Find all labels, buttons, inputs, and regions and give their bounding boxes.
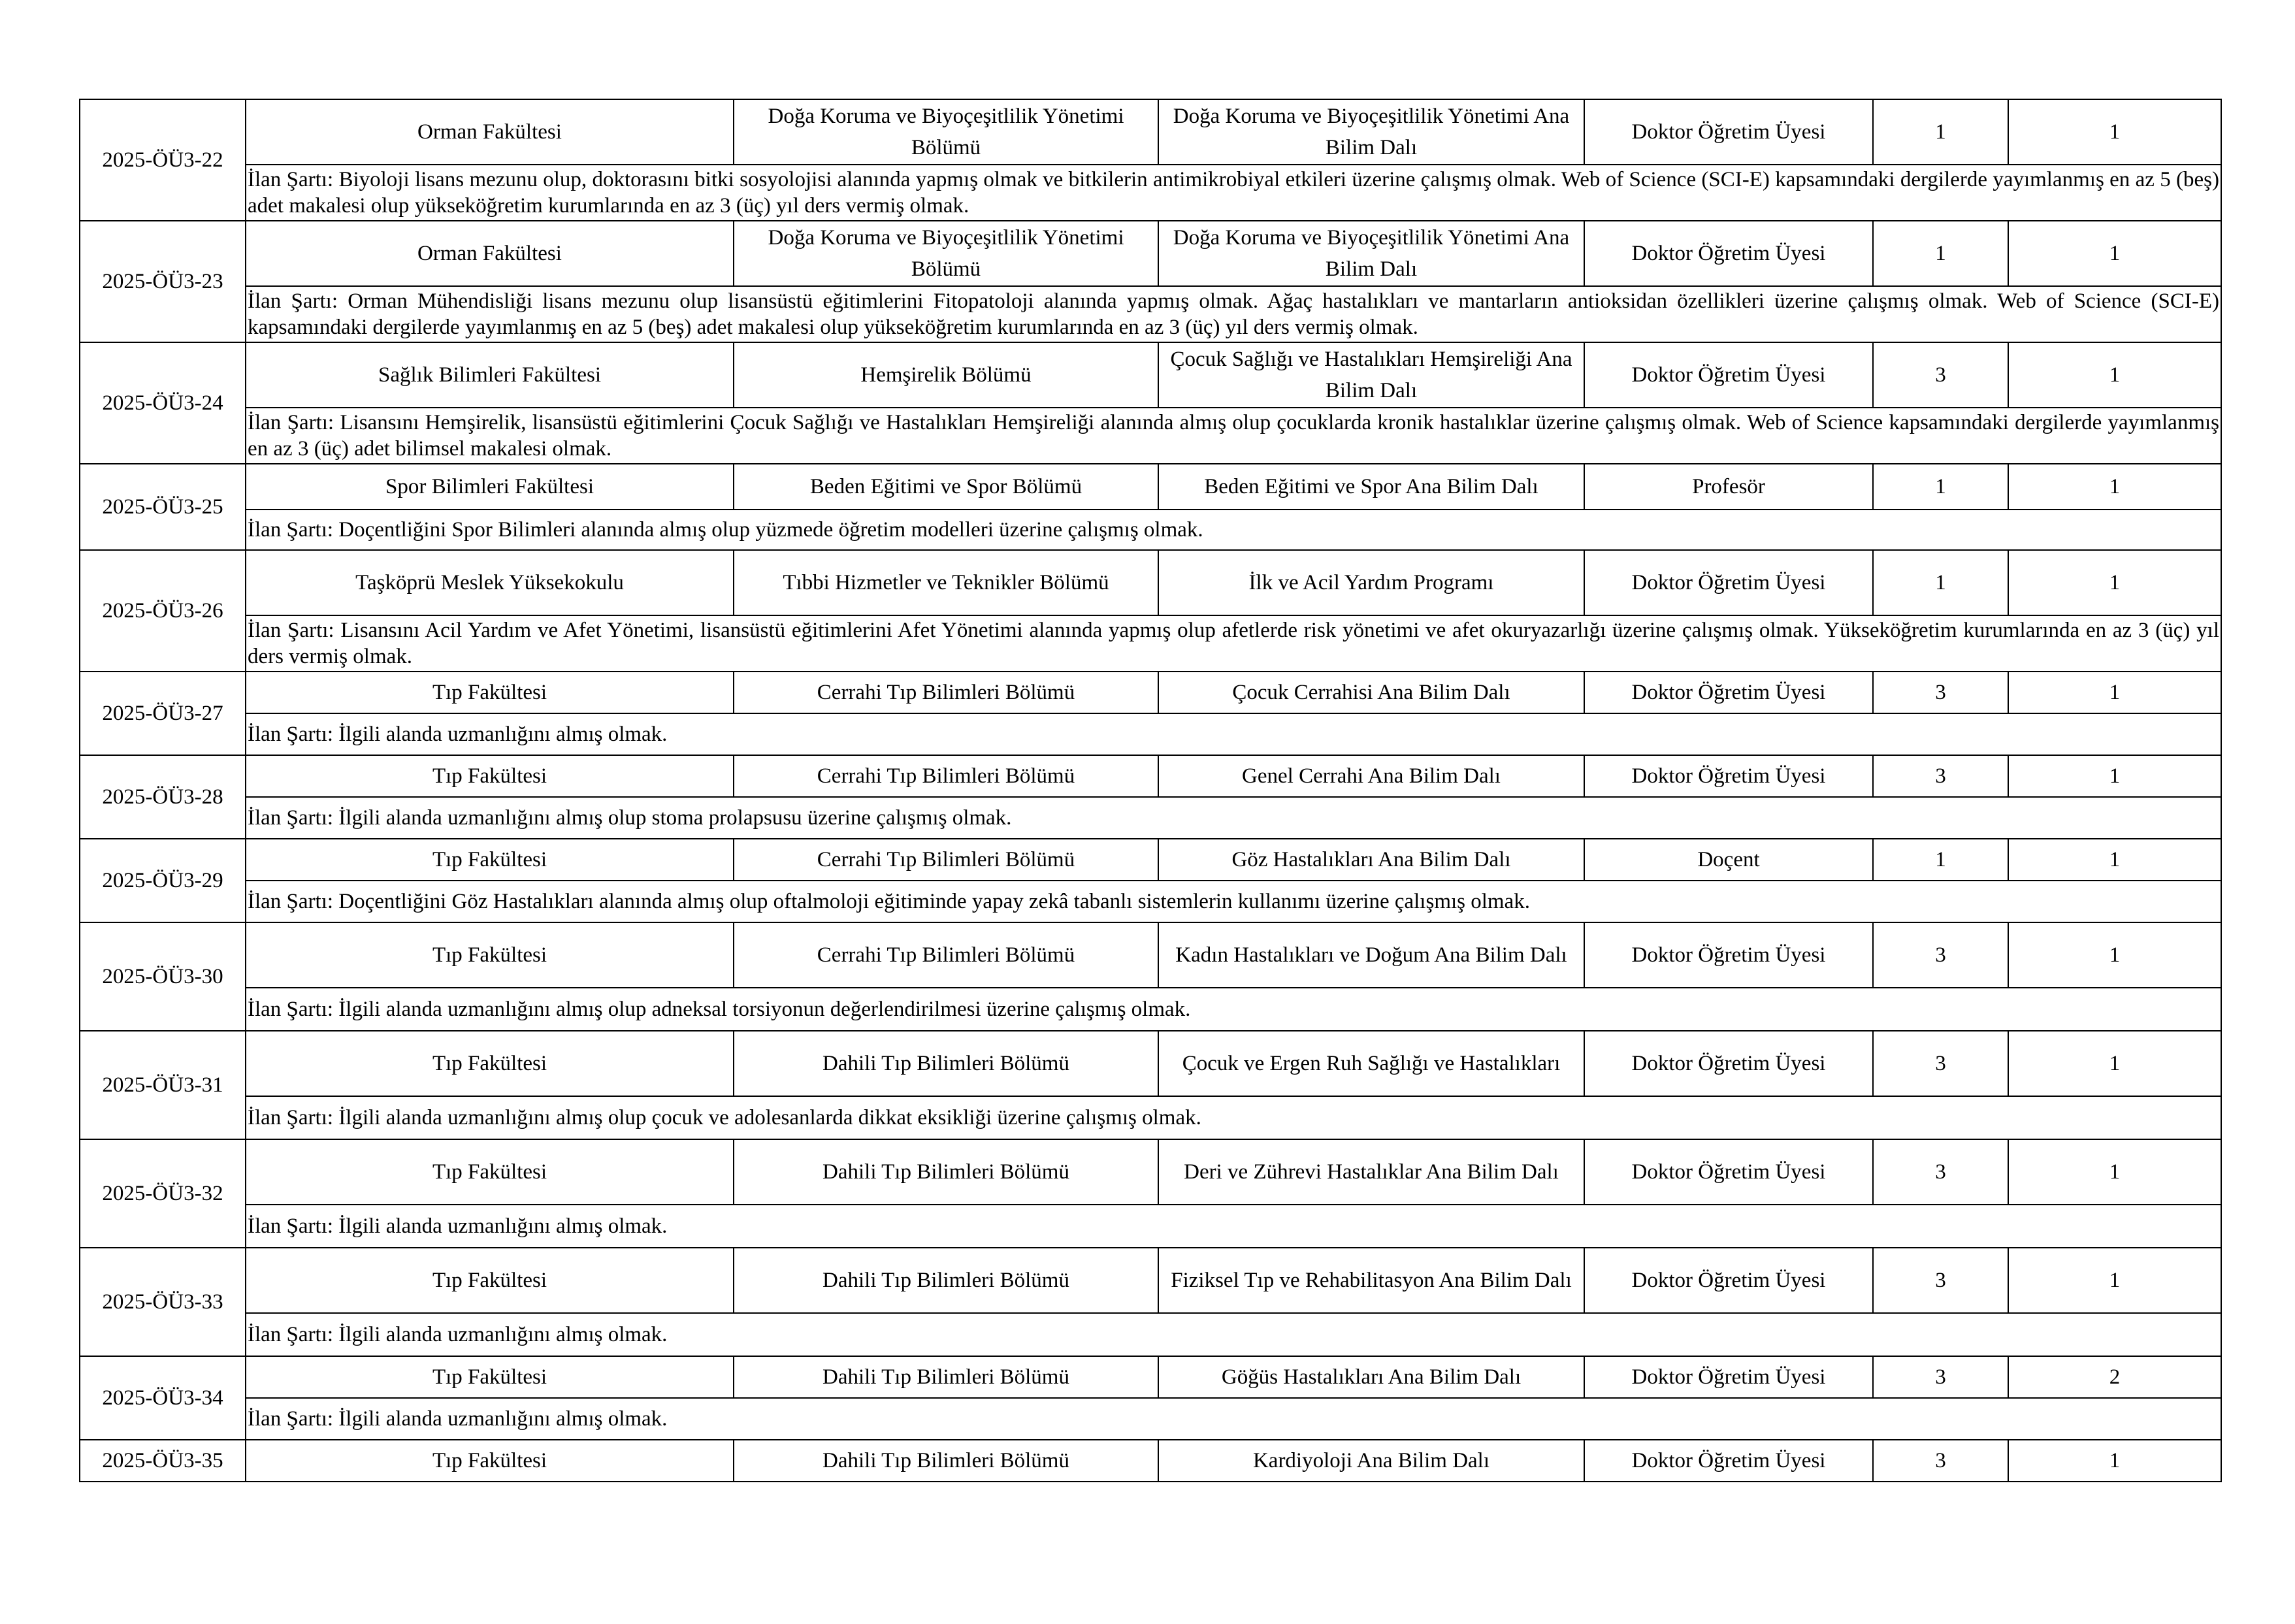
position-code-cell: 2025-ÖÜ3-24 (80, 342, 246, 464)
department-cell: Dahili Tıp Bilimleri Bölümü (734, 1440, 1158, 1482)
degree-cell: 1 (1873, 464, 2008, 510)
faculty-cell: Tıp Fakültesi (246, 1440, 734, 1482)
degree-cell: 3 (1873, 342, 2008, 408)
department-cell: Tıbbi Hizmetler ve Teknikler Bölümü (734, 550, 1158, 615)
department-cell: Hemşirelik Bölümü (734, 342, 1158, 408)
count-cell: 1 (2008, 1440, 2221, 1482)
table-row (80, 1031, 2221, 1096)
degree-cell: 3 (1873, 755, 2008, 797)
table-row (80, 672, 2221, 713)
faculty-cell: Sağlık Bilimleri Fakültesi (246, 342, 734, 408)
table-row (80, 342, 2221, 408)
requirement-row (80, 1313, 2221, 1356)
title-cell: Doktor Öğretim Üyesi (1584, 342, 1873, 408)
department-cell: Doğa Koruma ve Biyoçeşitlilik Yönetimi Bölümü (734, 221, 1158, 286)
department-cell: Cerrahi Tıp Bilimleri Bölümü (734, 839, 1158, 881)
faculty-cell: Spor Bilimleri Fakültesi (246, 464, 734, 510)
division-cell: Deri ve Zührevi Hastalıklar Ana Bilim Dalı (1158, 1139, 1584, 1205)
requirement-cell: İlan Şartı: Doçentliğini Göz Hastalıkları alanında almış olup oftalmoloji eğitiminde yapay zekâ tabanlı sistemlerin kullanımı üzerine çalışmış olmak. (246, 881, 2221, 922)
title-cell: Doktor Öğretim Üyesi (1584, 1248, 1873, 1313)
position-code-cell: 2025-ÖÜ3-23 (80, 221, 246, 342)
department-cell: Beden Eğitimi ve Spor Bölümü (734, 464, 1158, 510)
title-cell: Doktor Öğretim Üyesi (1584, 922, 1873, 988)
title-cell: Doktor Öğretim Üyesi (1584, 672, 1873, 713)
title-cell: Doçent (1584, 839, 1873, 881)
faculty-cell: Tıp Fakültesi (246, 1031, 734, 1096)
faculty-cell: Orman Fakültesi (246, 99, 734, 165)
degree-cell: 3 (1873, 1440, 2008, 1482)
division-cell: Göz Hastalıkları Ana Bilim Dalı (1158, 839, 1584, 881)
document-page (79, 99, 2221, 1482)
title-cell: Doktor Öğretim Üyesi (1584, 1031, 1873, 1096)
faculty-cell: Orman Fakültesi (246, 221, 734, 286)
division-cell: Genel Cerrahi Ana Bilim Dalı (1158, 755, 1584, 797)
division-cell: Kadın Hastalıkları ve Doğum Ana Bilim Dalı (1158, 922, 1584, 988)
department-cell: Cerrahi Tıp Bilimleri Bölümü (734, 672, 1158, 713)
division-cell: Kardiyoloji Ana Bilim Dalı (1158, 1440, 1584, 1482)
table-row (80, 99, 2221, 165)
faculty-cell: Tıp Fakültesi (246, 755, 734, 797)
faculty-cell: Tıp Fakültesi (246, 1248, 734, 1313)
requirement-cell: İlan Şartı: İlgili alanda uzmanlığını almış olmak. (246, 1205, 2221, 1248)
requirement-row (80, 797, 2221, 839)
requirement-cell: İlan Şartı: İlgili alanda uzmanlığını almış olmak. (246, 1313, 2221, 1356)
position-code-cell: 2025-ÖÜ3-33 (80, 1248, 246, 1356)
requirement-row (80, 615, 2221, 672)
count-cell: 1 (2008, 99, 2221, 165)
department-cell: Dahili Tıp Bilimleri Bölümü (734, 1248, 1158, 1313)
count-cell: 2 (2008, 1356, 2221, 1398)
table-row (80, 1356, 2221, 1398)
requirement-row (80, 1096, 2221, 1139)
title-cell: Profesör (1584, 464, 1873, 510)
division-cell: Çocuk ve Ergen Ruh Sağlığı ve Hastalıkları (1158, 1031, 1584, 1096)
table-row (80, 1248, 2221, 1313)
title-cell: Doktor Öğretim Üyesi (1584, 1356, 1873, 1398)
degree-cell: 3 (1873, 922, 2008, 988)
position-code-cell: 2025-ÖÜ3-29 (80, 839, 246, 922)
table-row (80, 550, 2221, 615)
department-cell: Dahili Tıp Bilimleri Bölümü (734, 1031, 1158, 1096)
faculty-cell: Tıp Fakültesi (246, 1139, 734, 1205)
department-cell: Cerrahi Tıp Bilimleri Bölümü (734, 922, 1158, 988)
division-cell: Çocuk Cerrahisi Ana Bilim Dalı (1158, 672, 1584, 713)
requirement-row (80, 1398, 2221, 1440)
requirement-row (80, 988, 2221, 1031)
degree-cell: 1 (1873, 839, 2008, 881)
division-cell: Çocuk Sağlığı ve Hastalıkları Hemşireliği Ana Bilim Dalı (1158, 342, 1584, 408)
positions-table (79, 99, 2222, 1482)
requirement-row (80, 286, 2221, 342)
requirement-row (80, 1205, 2221, 1248)
title-cell: Doktor Öğretim Üyesi (1584, 1139, 1873, 1205)
requirement-row (80, 165, 2221, 221)
requirement-row (80, 510, 2221, 550)
requirement-cell: İlan Şartı: İlgili alanda uzmanlığını almış olmak. (246, 713, 2221, 755)
positions-table-body (80, 99, 2221, 1482)
requirement-cell: İlan Şartı: İlgili alanda uzmanlığını almış olmak. (246, 1398, 2221, 1440)
title-cell: Doktor Öğretim Üyesi (1584, 99, 1873, 165)
degree-cell: 1 (1873, 550, 2008, 615)
degree-cell: 3 (1873, 672, 2008, 713)
count-cell: 1 (2008, 342, 2221, 408)
title-cell: Doktor Öğretim Üyesi (1584, 550, 1873, 615)
degree-cell: 3 (1873, 1031, 2008, 1096)
degree-cell: 3 (1873, 1248, 2008, 1313)
table-row (80, 464, 2221, 510)
requirement-row (80, 881, 2221, 922)
table-row (80, 1139, 2221, 1205)
count-cell: 1 (2008, 1031, 2221, 1096)
title-cell: Doktor Öğretim Üyesi (1584, 755, 1873, 797)
title-cell: Doktor Öğretim Üyesi (1584, 1440, 1873, 1482)
position-code-cell: 2025-ÖÜ3-30 (80, 922, 246, 1031)
table-row (80, 922, 2221, 988)
requirement-cell: İlan Şartı: Doçentliğini Spor Bilimleri alanında almış olup yüzmede öğretim modelleri üzerine çalışmış olmak. (246, 510, 2221, 550)
division-cell: Beden Eğitimi ve Spor Ana Bilim Dalı (1158, 464, 1584, 510)
table-row (80, 221, 2221, 286)
requirement-cell: İlan Şartı: İlgili alanda uzmanlığını almış olup çocuk ve adolesanlarda dikkat eksikliği üzerine çalışmış olmak. (246, 1096, 2221, 1139)
table-row (80, 839, 2221, 881)
count-cell: 1 (2008, 755, 2221, 797)
table-row (80, 755, 2221, 797)
count-cell: 1 (2008, 922, 2221, 988)
count-cell: 1 (2008, 839, 2221, 881)
count-cell: 1 (2008, 1139, 2221, 1205)
requirement-cell: İlan Şartı: İlgili alanda uzmanlığını almış olup adneksal torsiyonun değerlendirilmesi üzerine çalışmış olmak. (246, 988, 2221, 1031)
faculty-cell: Tıp Fakültesi (246, 672, 734, 713)
position-code-cell: 2025-ÖÜ3-34 (80, 1356, 246, 1440)
title-cell: Doktor Öğretim Üyesi (1584, 221, 1873, 286)
count-cell: 1 (2008, 1248, 2221, 1313)
position-code-cell: 2025-ÖÜ3-31 (80, 1031, 246, 1139)
count-cell: 1 (2008, 672, 2221, 713)
faculty-cell: Taşköprü Meslek Yüksekokulu (246, 550, 734, 615)
department-cell: Doğa Koruma ve Biyoçeşitlilik Yönetimi Bölümü (734, 99, 1158, 165)
requirement-cell: İlan Şartı: Lisansını Hemşirelik, lisansüstü eğitimlerini Çocuk Sağlığı ve Hastalıkları Hemşireliği alanında almış olup çocuklarda kronik hastalıklar üzerine çalışmış olmak. Web of Science kapsamındaki dergilerde yayımlanmış en az 3 (üç) adet bilimsel makalesi olmak. (246, 408, 2221, 464)
count-cell: 1 (2008, 221, 2221, 286)
requirement-cell: İlan Şartı: Orman Mühendisliği lisans mezunu olup lisansüstü eğitimlerini Fitopatoloji alanında yapmış olmak. Ağaç hastalıkları ve mantarların antioksidan özellikleri üzerine çalışmış olmak. Web of Science (SCI-E) kapsamındaki dergilerde yayımlanmış en az 5 (beş) adet makalesi olup yükseköğretim kurumlarında en az 3 (üç) yıl ders vermiş olmak. (246, 286, 2221, 342)
requirement-row (80, 713, 2221, 755)
degree-cell: 1 (1873, 99, 2008, 165)
table-row (80, 1440, 2221, 1482)
count-cell: 1 (2008, 464, 2221, 510)
position-code-cell: 2025-ÖÜ3-27 (80, 672, 246, 755)
degree-cell: 1 (1873, 221, 2008, 286)
position-code-cell: 2025-ÖÜ3-28 (80, 755, 246, 839)
division-cell: Göğüs Hastalıkları Ana Bilim Dalı (1158, 1356, 1584, 1398)
position-code-cell: 2025-ÖÜ3-26 (80, 550, 246, 672)
department-cell: Dahili Tıp Bilimleri Bölümü (734, 1139, 1158, 1205)
count-cell: 1 (2008, 550, 2221, 615)
requirement-cell: İlan Şartı: Lisansını Acil Yardım ve Afet Yönetimi, lisansüstü eğitimlerini Afet Yönetimi alanında yapmış olup afetlerde risk yönetimi ve afet okuryazarlığı üzerine çalışmış olmak. Yükseköğretim kurumlarında en az 3 (üç) yıl ders vermiş olmak. (246, 615, 2221, 672)
department-cell: Cerrahi Tıp Bilimleri Bölümü (734, 755, 1158, 797)
faculty-cell: Tıp Fakültesi (246, 839, 734, 881)
division-cell: İlk ve Acil Yardım Programı (1158, 550, 1584, 615)
faculty-cell: Tıp Fakültesi (246, 922, 734, 988)
position-code-cell: 2025-ÖÜ3-35 (80, 1440, 246, 1482)
degree-cell: 3 (1873, 1139, 2008, 1205)
position-code-cell: 2025-ÖÜ3-32 (80, 1139, 246, 1248)
division-cell: Doğa Koruma ve Biyoçeşitlilik Yönetimi Ana Bilim Dalı (1158, 99, 1584, 165)
degree-cell: 3 (1873, 1356, 2008, 1398)
faculty-cell: Tıp Fakültesi (246, 1356, 734, 1398)
division-cell: Fiziksel Tıp ve Rehabilitasyon Ana Bilim Dalı (1158, 1248, 1584, 1313)
requirement-cell: İlan Şartı: İlgili alanda uzmanlığını almış olup stoma prolapsusu üzerine çalışmış olmak. (246, 797, 2221, 839)
position-code-cell: 2025-ÖÜ3-25 (80, 464, 246, 550)
requirement-row (80, 408, 2221, 464)
division-cell: Doğa Koruma ve Biyoçeşitlilik Yönetimi Ana Bilim Dalı (1158, 221, 1584, 286)
department-cell: Dahili Tıp Bilimleri Bölümü (734, 1356, 1158, 1398)
requirement-cell: İlan Şartı: Biyoloji lisans mezunu olup, doktorasını bitki sosyolojisi alanında yapmış olmak ve bitkilerin antimikrobiyal etkileri üzerine çalışmış olmak. Web of Science (SCI-E) kapsamındaki dergilerde yayımlanmış en az 5 (beş) adet makalesi olup yükseköğretim kurumlarında en az 3 (üç) yıl ders vermiş olmak. (246, 165, 2221, 221)
position-code-cell: 2025-ÖÜ3-22 (80, 99, 246, 221)
